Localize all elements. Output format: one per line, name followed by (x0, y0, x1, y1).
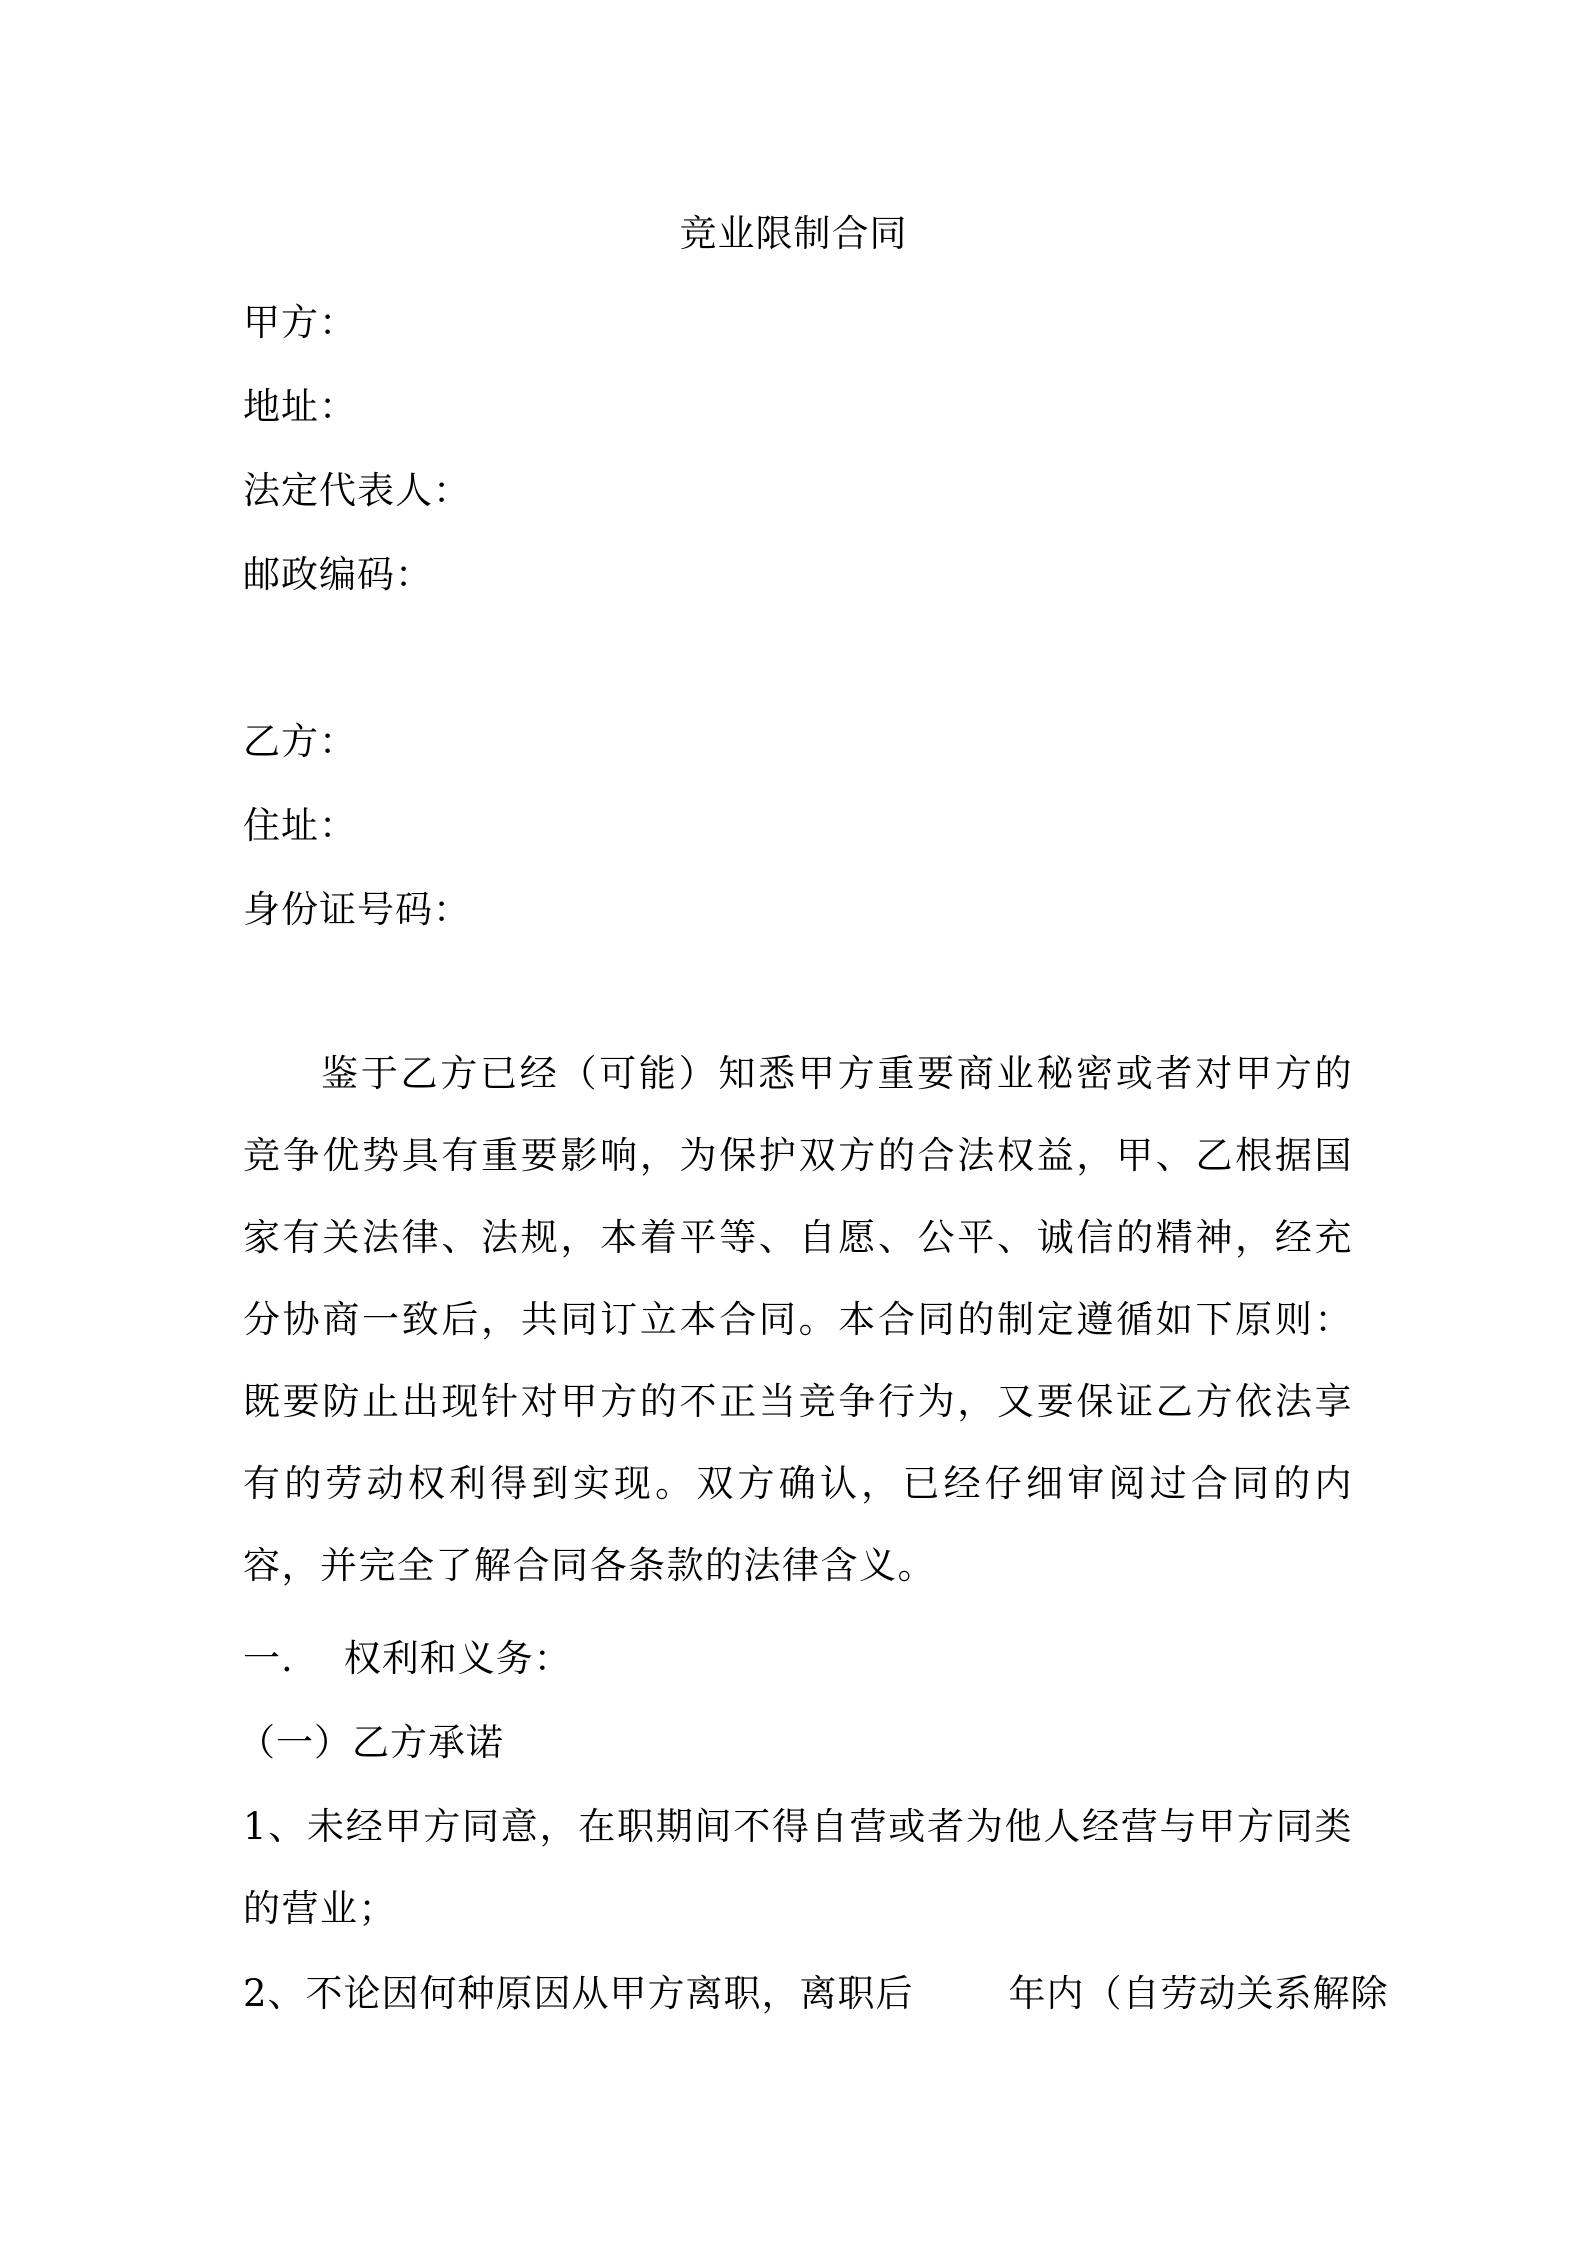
party-a-address-label: 地址： (243, 385, 357, 428)
clause-2-part-a: 2、不论因何种原因从甲方离职，离职后 (243, 1972, 914, 2015)
party-a-representative-label: 法定代表人： (243, 469, 471, 512)
party-a-postcode-label: 邮政编码： (243, 553, 433, 596)
section-1-title: 权利和义务： (343, 1637, 572, 1680)
section-1-heading (243, 1629, 572, 1689)
clause-2-part-b: 年内（自劳动关系解除 (1008, 1972, 1389, 2015)
clause-1: 1、未经甲方同意，在职期间不得自营或者为他人经营与甲方同类的营业； (243, 1805, 1353, 1930)
party-b-id-label: 身份证号码： (243, 888, 471, 931)
party-a-name-label: 甲方： (243, 301, 357, 344)
document-title: 竞业限制合同 (679, 212, 908, 255)
preamble-paragraph: 鉴于乙方已经（可能）知悉甲方重要商业秘密或者对甲方的竞争优势具有重要影响，为保护双方的合法权益，甲、乙根据国家有关法律、法规，本着平等、自愿、公平、诚信的精神，经充分协商一致后，共同订立本合同。本合同的制定遵循如下原则：既要防止出现针对甲方的不正当竞争行为，又要保证乙方依法享有的劳动权利得到实现。双方确认，已经仔细审阅过合同的内容，并完全了解合同各条款的法律含义。 (243, 1052, 1353, 1587)
clause-2 (243, 1964, 1389, 2024)
party-b-address-label: 住址： (243, 804, 357, 847)
section-1-number: 一. (243, 1637, 294, 1680)
subsection-1-heading: （一）乙方承诺 (238, 1721, 504, 1764)
party-b-name-label: 乙方： (243, 720, 357, 763)
